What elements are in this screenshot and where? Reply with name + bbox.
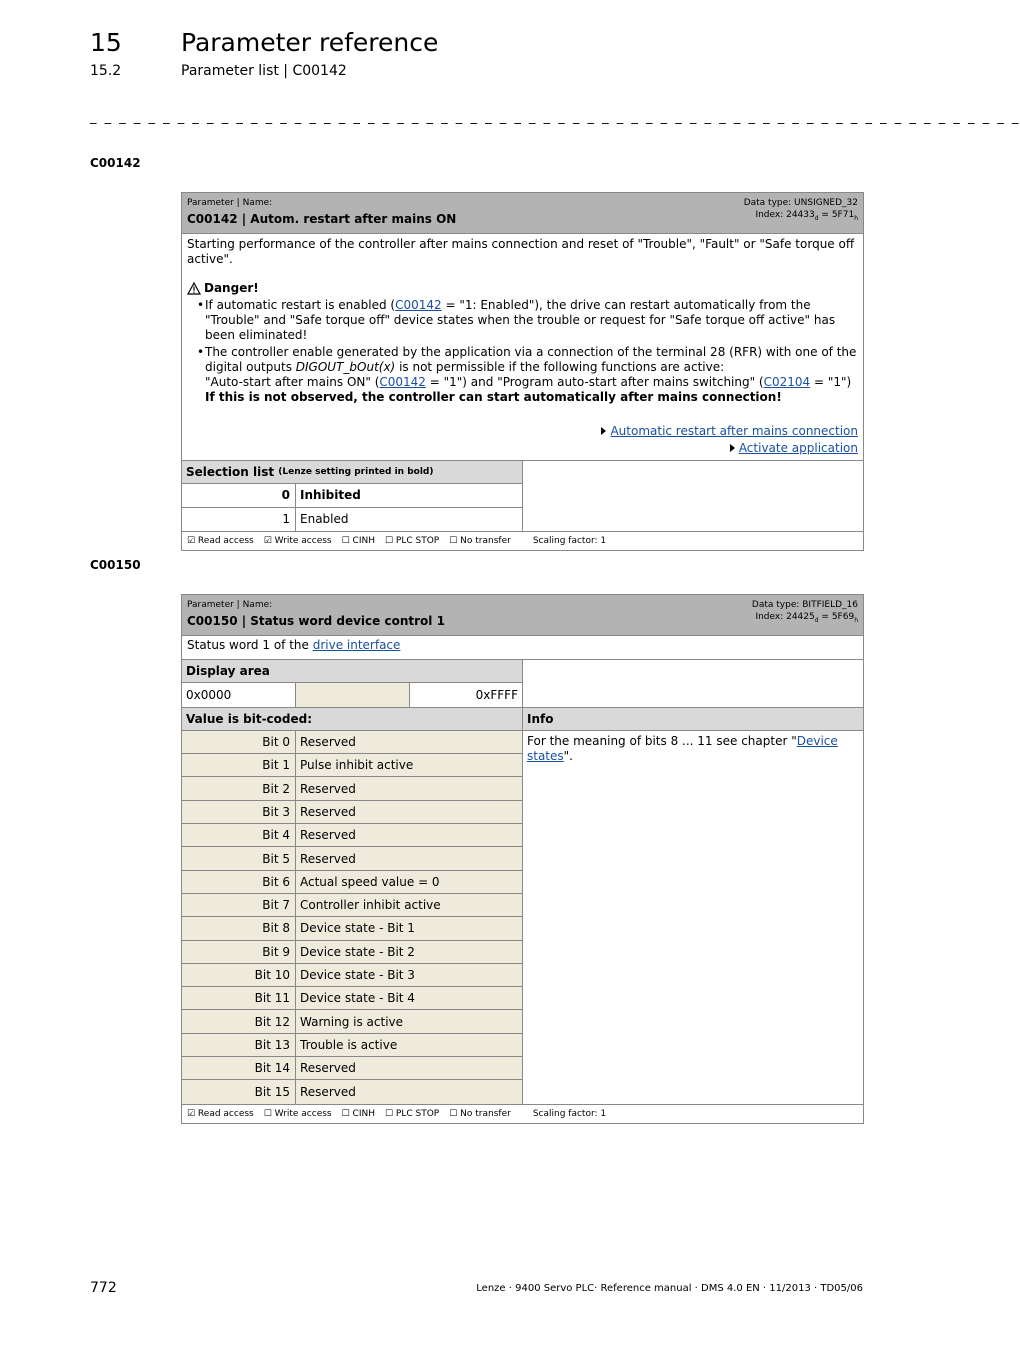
parameter-name: C00150 | Status word device control 1 xyxy=(187,614,445,628)
table-row: Bit 0 Reserved xyxy=(182,731,522,754)
table-row: Bit 4 Reserved xyxy=(182,824,522,847)
table-row: Bit 3 Reserved xyxy=(182,801,522,824)
link-activate-application[interactable]: Activate application xyxy=(738,441,858,455)
table-row: Bit 12 Warning is active xyxy=(182,1010,522,1033)
table-row: Bit 10 Device state - Bit 3 xyxy=(182,964,522,987)
danger-note xyxy=(187,281,858,296)
parameter-name: C00142 | Autom. restart after mains ON xyxy=(187,212,457,226)
chapter-title: Parameter reference xyxy=(181,28,439,57)
arrow-right-icon xyxy=(601,427,606,435)
section-heading-c00150: C00150 xyxy=(90,558,141,572)
link-c00142[interactable]: C00142 xyxy=(395,298,442,312)
table-row: Bit 14 Reserved xyxy=(182,1057,522,1080)
cross-reference-links xyxy=(187,423,858,457)
parameter-table-c00150 xyxy=(181,594,864,1124)
parameter-footer: ☑ Read access ☑ Write access ☐ CINH ☐ PLC STOP ☐ No transfer Scaling factor: 1 xyxy=(182,531,863,550)
danger-title: Danger! xyxy=(204,281,259,295)
header-separator: _ _ _ _ _ _ _ _ _ _ _ _ _ _ _ _ _ _ _ _ _ _ _ _ _ _ _ _ _ _ _ _ _ _ _ _ _ _ _ _ _ _ _ _ _ _ _ _ _ _ _ _ _ _ _ _ _ _ _ _ _ _ _ _ xyxy=(90,110,1020,125)
chapter-number: 15 xyxy=(90,28,122,57)
parameter-label: Parameter | Name: xyxy=(187,198,273,208)
description-text: Starting performance of the controller after mains connection and reset of "Trouble", "Fault" or "Safe torque off active". xyxy=(187,237,855,266)
table-row: Bit 8 Device state - Bit 1 xyxy=(182,917,522,940)
info-header: Info xyxy=(523,708,863,731)
arrow-right-icon xyxy=(730,444,735,452)
list-item: • If automatic restart is enabled (C00142 = "1: Enabled"), the drive can restart automatically from the "Trouble" and "Safe torque off" device states when the trouble or request for "Safe torque off active" has been eliminated! xyxy=(197,298,858,343)
link-drive-interface[interactable]: drive interface xyxy=(312,638,401,652)
table-row: Bit 13 Trouble is active xyxy=(182,1034,522,1057)
table-row: Bit 9 Device state - Bit 2 xyxy=(182,941,522,964)
parameter-table-c00142 xyxy=(181,192,864,551)
link-device-states[interactable]: Device states xyxy=(527,733,838,763)
parameter-index: Index: $24425_d = 5F69_h$ xyxy=(755,612,858,624)
danger-list xyxy=(197,298,858,405)
link-c02104[interactable]: C02104 xyxy=(763,375,811,389)
table-row: 0 Inhibited xyxy=(182,484,522,507)
display-area-grid xyxy=(182,659,863,707)
parameter-description xyxy=(182,234,863,460)
table-row: Bit 6 Actual speed value = 0 xyxy=(182,871,522,894)
parameter-footer: ☑ Read access ☐ Write access ☐ CINH ☐ PLC STOP ☐ No transfer Scaling factor: 1 xyxy=(182,1104,863,1123)
section-title: Parameter list | C00142 xyxy=(181,63,347,79)
selection-grid xyxy=(182,460,863,531)
link-automatic-restart[interactable]: Automatic restart after mains connection xyxy=(610,424,858,438)
table-row: 1 Enabled xyxy=(182,508,522,531)
parameter-description: Status word 1 of the drive interface xyxy=(187,638,401,652)
page-number: 772 xyxy=(90,1280,117,1296)
parameter-label: Parameter | Name: xyxy=(187,600,273,610)
display-range-row xyxy=(182,683,522,706)
info-text: For the meaning of bits 8 ... 11 see chapter "Device states". xyxy=(527,733,838,763)
danger-warning-bold: If this is not observed, the controller can start automatically after mains connection! xyxy=(205,390,782,404)
table-row: Bit 7 Controller inhibit active xyxy=(182,894,522,917)
table-row: Bit 2 Reserved xyxy=(182,777,522,800)
parameter-header xyxy=(182,595,863,636)
parameter-header xyxy=(182,193,863,234)
bitcoded-header: Value is bit-coded: xyxy=(182,708,522,731)
selection-list-header: Selection list (Lenze setting printed in bold) xyxy=(182,461,522,484)
list-item: • The controller enable generated by the application via a connection of the terminal 28 (RFR) with one of the digital outputs DIGOUT_bOut(x) is not permissible if the following functions are active: "Auto-start after mains ON" (C00142 = "1") and "Program auto-start after mains switching" (C02104 = "1") If this is not observed, the controller can start automatically after mains connection! xyxy=(197,345,858,405)
display-max: 0xFFFF xyxy=(475,687,518,702)
link-c00142[interactable]: C00142 xyxy=(379,375,426,389)
table-row: Bit 1 Pulse inhibit active xyxy=(182,754,522,777)
display-area-header: Display area xyxy=(182,660,522,683)
display-min: 0x0000 xyxy=(182,683,296,706)
section-number: 15.2 xyxy=(90,63,122,79)
parameter-index: Index: $24433_d = 5F71_h$ xyxy=(755,210,858,222)
data-type: Data type: BITFIELD_16 xyxy=(751,600,858,610)
bitcode-grid xyxy=(182,707,863,1104)
table-row: Bit 11 Device state - Bit 4 xyxy=(182,987,522,1010)
table-row: Bit 15 Reserved xyxy=(182,1080,522,1103)
warning-triangle-icon xyxy=(187,282,201,295)
data-type: Data type: UNSIGNED_32 xyxy=(743,198,858,208)
document-reference: Lenze · 9400 Servo PLC· Reference manual · DMS 4.0 EN · 11/2013 · TD05/06 xyxy=(476,1283,863,1294)
section-heading-c00142: C00142 xyxy=(90,156,141,170)
table-row: Bit 5 Reserved xyxy=(182,847,522,870)
